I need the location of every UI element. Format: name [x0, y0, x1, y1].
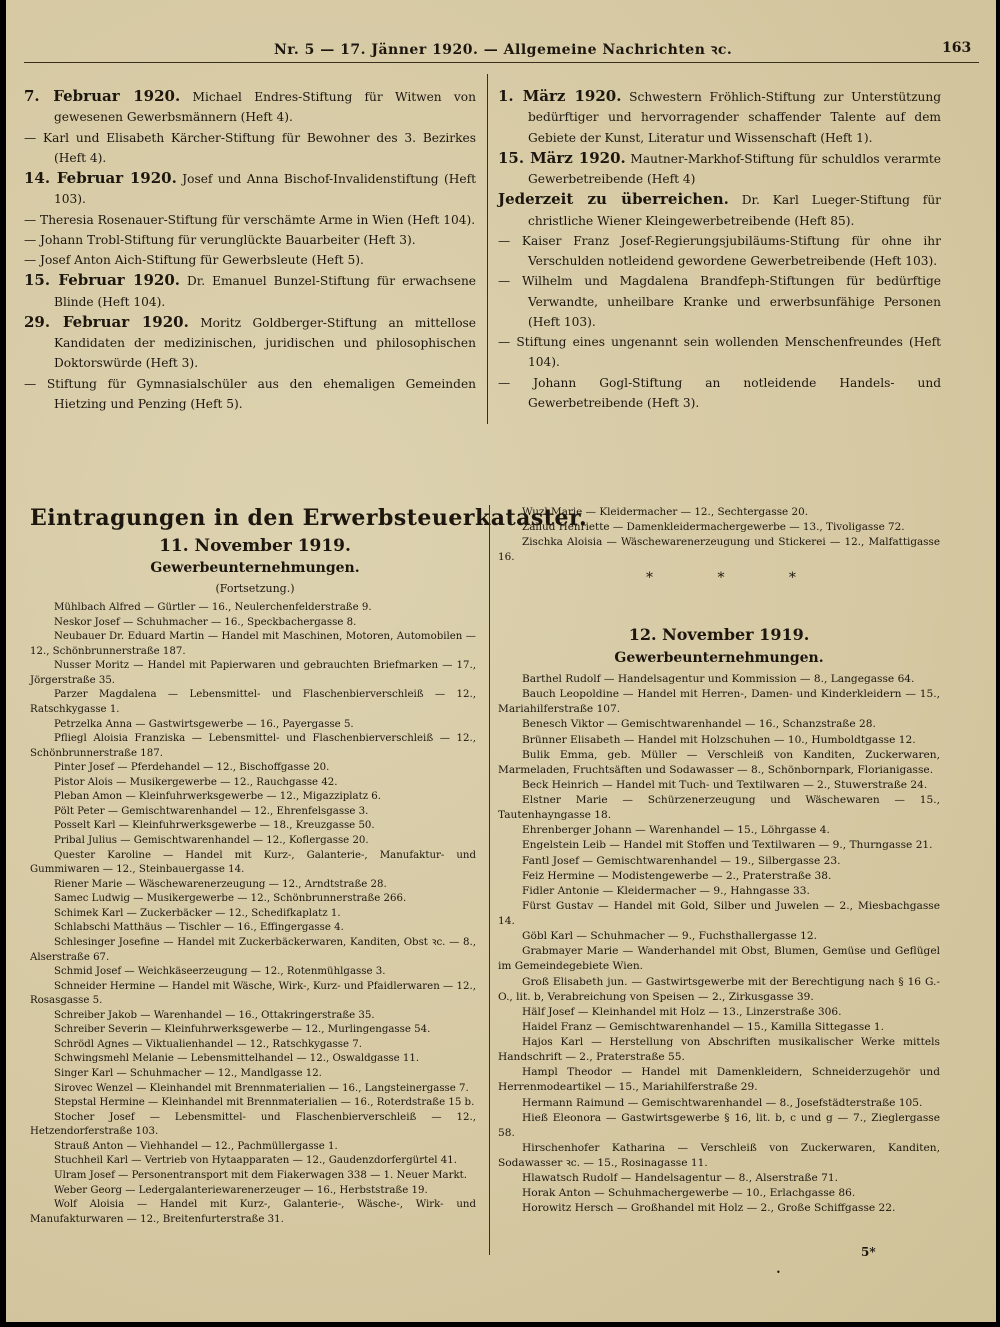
register-entry: Ehrenberger Johann — Warenhandel — 15., Löhrgasse 4. [522, 824, 830, 837]
register-left-column [30, 601, 476, 1227]
section-title: Eintragungen in den Erwerbsteuerkataster. [30, 505, 588, 531]
calendar-text: — Stiftung eines ungenannt sein wollenden Menschenfreundes (Heft 104). [498, 335, 941, 370]
calendar-right-column [498, 86, 941, 413]
register-entry: Riener Marie — Wäschewarenerzeugung — 12., Arndtstraße 28. [54, 878, 387, 890]
calendar-entry [24, 210, 476, 230]
newspaper-page [6, 0, 996, 1322]
register-entry: Bauch Leopoldine — Handel mit Herren-, Damen- und Kinderkleidern — 15., Mariahilferstraße 107. [498, 688, 940, 716]
calendar-entry [24, 374, 476, 415]
register-entry: Stocher Josef — Lebensmittel- und Flaschenbierverschleiß — 12., Hetzendorferstraße 103. [30, 1111, 476, 1138]
register-entry: Schreiber Jakob — Warenhandel — 16., Ottakringerstraße 35. [54, 1009, 375, 1021]
register-entry: Pistor Alois — Musikergewerbe — 12., Rauchgasse 42. [54, 776, 338, 788]
register-entry: Pribal Julius — Gemischtwarenhandel — 12., Koflergasse 20. [54, 835, 369, 846]
register-entry: Brünner Elisabeth — Handel mit Holzschuhen — 10., Humboldtgasse 12. [522, 733, 916, 746]
register-entry: Pinter Josef — Pferdehandel — 12., Bischoffgasse 20. [54, 762, 330, 774]
calendar-text: — Kaiser Franz Josef-Regierungsjubiläums-Stiftung für ohne ihr Verschulden notleidend gewordene Gewerbetreibende (Heft 103). [498, 233, 941, 269]
register-entry: Schrödl Agnes — Viktualienhandel — 12., Ratschkygasse 7. [54, 1038, 362, 1050]
register-entry: Mühlbach Alfred — Gürtler — 16., Neulerchenfelderstraße 9. [54, 602, 372, 613]
calendar-entry [24, 86, 476, 128]
print-dot: • [776, 1268, 781, 1277]
register-entry: Hampl Theodor — Handel mit Damenkleidern, Schneiderzugehör und Herrenmodeartikel — 15., Mariahilferstraße 29. [498, 1066, 940, 1094]
calendar-date: Jederzeit zu überreichen. [498, 190, 729, 209]
calendar-entry [24, 250, 476, 270]
calendar-left-column [24, 86, 476, 414]
register-entry: Göbl Karl — Schuhmacher — 9., Fuchsthallergasse 12. [522, 930, 817, 943]
register-entry: Elstner Marie — Schürzenerzeugung und Wäschewaren — 15., Tautenhayngasse 18. [498, 794, 940, 822]
calendar-entry [498, 271, 941, 332]
calendar-text: Schwestern Fröhlich-Stiftung zur Unterstützung bedürftiger und hervorragender schaffender Talente auf dem Gebiete der Kunst, Literatur und Wissenschaft (Heft 1). [528, 90, 941, 145]
continuation-note: (Fortsetzung.) [215, 582, 295, 595]
register-entry: Hlawatsch Rudolf — Handelsagentur — 8., Alserstraße 71. [522, 1172, 838, 1185]
running-header: Nr. 5 — 17. Jänner 1920. — Allgemeine Nachrichten ꝛc. [274, 42, 733, 58]
calendar-text: Michael Endres-Stiftung für Witwen von gewesenen Gewerbsmännern (Heft 4). [54, 90, 476, 125]
calendar-entry [498, 189, 941, 231]
signature-mark: 5* [861, 1245, 876, 1259]
register-entry: Sirovec Wenzel — Kleinhandel mit Brennmaterialien — 16., Langsteinergasse 7. [54, 1082, 469, 1094]
calendar-text: Moritz Goldberger-Stiftung an mittellose Kandidaten der medizinischen, juridischen und philosophischen Doktorswürde (Heft 3). [54, 315, 476, 371]
calendar-entry [498, 148, 941, 190]
calendar-date: 14. Februar 1920. [24, 169, 177, 188]
calendar-entry [24, 168, 476, 210]
column-rule-bottom [489, 505, 490, 1255]
calendar-text: — Johann Gogl-Stiftung an notleidende Handels- und Gewerbetreibende (Heft 3). [498, 375, 941, 410]
calendar-text: — Stiftung für Gymnasialschüler aus den ehemaligen Gemeinden Hietzing und Penzing (Heft 5). [24, 376, 476, 411]
calendar-entry [498, 231, 941, 272]
calendar-text: — Josef Anton Aich-Stiftung für Gewerbsleute (Heft 5). [24, 253, 364, 268]
calendar-entry [498, 332, 941, 373]
register-entry: Schlesinger Josefine — Handel mit Zuckerbäckerwaren, Kanditen, Obst ꝛc. — 8., Alserstraße 67. [30, 936, 476, 963]
register-entry: Parzer Magdalena — Lebensmittel- und Flaschenbierverschleiß — 12., Ratschkygasse 1. [30, 689, 476, 715]
register-entry: Neskor Josef — Schuhmacher — 16., Speckbachergasse 8. [54, 616, 357, 628]
register-entry: Hermann Raimund — Gemischtwarenhandel — 8., Josefstädterstraße 105. [522, 1096, 923, 1109]
register-entry: Fantl Josef — Gemischtwarenhandel — 19., Silbergasse 23. [522, 854, 841, 867]
register-entry: Strauß Anton — Viehhandel — 12., Pachmüllergasse 1. [54, 1140, 338, 1152]
register-entry: Wolf Aloisia — Handel mit Kurz-, Galanterie-, Wäsche-, Wirk- und Manufakturwaren — 12., Breitenfurterstraße 31. [30, 1199, 476, 1225]
register-right-top [498, 505, 940, 564]
register-entry: Zischka Aloisia — Wäschewarenerzeugung und Stickerei — 12., Malfattigasse 16. [498, 535, 940, 563]
calendar-text: — Wilhelm und Magdalena Brandfeph-Stiftungen für bedürftige Verwandte, unheilbare Kranke und erwerbsunfähige Personen (Heft 103). [498, 274, 941, 329]
page-number: 163 [942, 40, 972, 56]
register-entry: Neubauer Dr. Eduard Martin — Handel mit Maschinen, Motoren, Automobilen — 12., Schönbrunnerstraße 187. [30, 631, 476, 657]
register-entry: Horak Anton — Schuhmachergewerbe — 10., Erlachgasse 86. [522, 1187, 856, 1200]
register-entry: Fidler Antonie — Kleidermacher — 9., Hahngasse 33. [522, 884, 810, 897]
register-entry: Posselt Karl — Kleinfuhrwerksgewerbe — 18., Kreuzgasse 50. [54, 820, 375, 832]
register-entry: Hajos Karl — Herstellung von Abschriften musikalischer Werke mittels Handschrift — 2., Praterstraße 55. [498, 1036, 940, 1064]
calendar-date: 1. März 1920. [498, 87, 622, 105]
register-entry: Beck Heinrich — Handel mit Tuch- und Textilwaren — 2., Stuwerstraße 24. [522, 778, 928, 791]
register-entry: Zallud Henriette — Damenkleidermachergewerbe — 13., Tivoligasse 72. [522, 520, 905, 533]
register-entry: Fürst Gustav — Handel mit Gold, Silber und Juwelen — 2., Miesbachgasse 14. [498, 899, 940, 927]
calendar-date: 29. Februar 1920. [24, 312, 189, 331]
register-entry: Hälf Josef — Kleinhandel mit Holz — 13., Linzerstraße 306. [522, 1005, 842, 1018]
register-entry: Schimek Karl — Zuckerbäcker — 12., Schedifkaplatz 1. [54, 907, 341, 919]
register-entry: Schmid Josef — Weichkäseerzeugung — 12., Rotenmühlgasse 3. [54, 966, 386, 978]
register-entry: Weber Georg — Ledergalanteriewarenerzeuger — 16., Herbststraße 19. [54, 1184, 428, 1196]
header-rule [24, 62, 979, 63]
calendar-entry [24, 270, 476, 312]
register-entry: Barthel Rudolf — Handelsagentur und Kommission — 8., Langegasse 64. [522, 673, 915, 685]
calendar-entry [24, 312, 476, 374]
register-entry: Groß Elisabeth jun. — Gastwirtsgewerbe mit der Berechtigung nach § 16 G.-O., lit. b, Verabreichung von Speisen — 2., Zirkusgasse 39. [498, 975, 940, 1003]
register-entry: Stuchheil Karl — Vertrieb von Hytaapparaten — 12., Gaudenzdorfergürtel 41. [54, 1155, 457, 1167]
calendar-text: Mautner-Markhof-Stiftung für schuldlos verarmte Gewerbetreibende (Heft 4) [528, 151, 941, 187]
calendar-text: — Theresia Rosenauer-Stiftung für verschämte Arme in Wien (Heft 104). [24, 212, 476, 227]
register-entry: Engelstein Leib — Handel mit Stoffen und Textilwaren — 9., Thurngasse 21. [522, 839, 933, 852]
register-entry: Horowitz Hersch — Großhandel mit Holz — 2., Große Schiffgasse 22. [522, 1202, 896, 1215]
calendar-text: Dr. Karl Lueger-Stiftung für christliche Wiener Kleingewerbetreibende (Heft 85). [528, 193, 941, 228]
register-entry: Ulram Josef — Personentransport mit dem Fiakerwagen 338 — 1. Neuer Markt. [54, 1169, 467, 1181]
calendar-entry [24, 230, 476, 250]
register-entry: Bulik Emma, geb. Müller — Verschleiß von Kanditen, Zuckerwaren, Marmeladen, Fruchtsäften und Sodawasser — 8., Schönbornpark, Florianigasse. [498, 748, 940, 776]
calendar-entry [498, 86, 941, 148]
register-entry: Haidel Franz — Gemischtwarenhandel — 15., Kamilla Sittegasse 1. [522, 1020, 884, 1033]
register-entry: Benesch Viktor — Gemischtwarenhandel — 16., Schanzstraße 28. [522, 718, 876, 731]
subheading-1: Gewerbeunternehmungen. [150, 560, 360, 576]
register-entry: Grabmayer Marie — Wanderhandel mit Obst, Blumen, Gemüse und Geflügel im Gemeindegebiete Wien. [498, 945, 940, 973]
calendar-text: — Johann Trobl-Stiftung für verunglückte Bauarbeiter (Heft 3). [24, 232, 416, 247]
date-heading-1: 11. November 1919. [159, 536, 351, 556]
section-stars: * * * [646, 570, 826, 586]
register-entry: Hieß Eleonora — Gastwirtsgewerbe § 16, lit. b, c und g — 7., Zieglergasse 58. [498, 1111, 940, 1139]
calendar-date: 7. Februar 1920. [24, 87, 181, 105]
register-entry: Feiz Hermine — Modistengewerbe — 2., Praterstraße 38. [522, 869, 832, 882]
register-entry: Nusser Moritz — Handel mit Papierwaren und gebrauchten Briefmarken — 17., Jörgerstraße 35. [30, 660, 476, 686]
subheading-2: Gewerbeunternehmungen. [614, 650, 824, 666]
calendar-entry [498, 373, 941, 414]
register-right-column [498, 672, 940, 1217]
date-heading-2: 12. November 1919. [628, 625, 810, 644]
register-entry: Schreiber Severin — Kleinfuhrwerksgewerbe — 12., Murlingengasse 54. [54, 1024, 431, 1036]
register-entry: Pleban Amon — Kleinfuhrwerksgewerbe — 12., Migazziplatz 6. [54, 791, 382, 803]
register-entry: Quester Karoline — Handel mit Kurz-, Galanterie-, Manufaktur- und Gummiwaren — 12., Steinbauergasse 14. [30, 849, 476, 876]
calendar-text: Dr. Emanuel Bunzel-Stiftung für erwachsene Blinde (Heft 104). [54, 274, 477, 309]
register-entry: Stepstal Hermine — Kleinhandel mit Brennmaterialien — 16., Roterdstraße 15 b. [54, 1097, 475, 1109]
register-entry: Schwingsmehl Melanie — Lebensmittelhandel — 12., Oswaldgasse 11. [54, 1053, 420, 1065]
register-entry: Hirschenhofer Katharina — Verschleiß von Zuckerwaren, Kanditen, Sodawasser ꝛc. — 15., Rosinagasse 11. [498, 1141, 940, 1169]
register-entry: Petrzelka Anna — Gastwirtsgewerbe — 16., Payergasse 5. [54, 718, 354, 730]
calendar-date: 15. März 1920. [498, 148, 626, 167]
calendar-text: — Karl und Elisabeth Kärcher-Stiftung für Bewohner des 3. Bezirkes (Heft 4). [24, 130, 476, 165]
calendar-date: 15. Februar 1920. [24, 271, 180, 290]
register-entry: Wuzl Marie — Kleidermacher — 12., Sechtergasse 20. [522, 506, 809, 518]
register-entry: Pölt Peter — Gemischtwarenhandel — 12., Ehrenfelsgasse 3. [54, 805, 369, 817]
register-entry: Schlabschi Matthäus — Tischler — 16., Effingergasse 4. [54, 922, 344, 934]
register-entry: Singer Karl — Schuhmacher — 12., Mandlgasse 12. [54, 1068, 322, 1079]
register-entry: Schneider Hermine — Handel mit Wäsche, Wirk-, Kurz- und Pfaidlerwaren — 12., Rosasgasse 5. [30, 980, 476, 1007]
calendar-text: Josef und Anna Bischof-Invalidenstiftung (Heft 103). [54, 172, 477, 207]
register-entry: Samec Ludwig — Musikergewerbe — 12., Schönbrunnerstraße 266. [54, 893, 407, 905]
register-entry: Pfliegl Aloisia Franziska — Lebensmittel- und Flaschenbierverschleiß — 12., Schönbrunnerstraße 187. [30, 733, 476, 759]
column-rule-top [487, 74, 488, 424]
calendar-entry [24, 128, 476, 169]
